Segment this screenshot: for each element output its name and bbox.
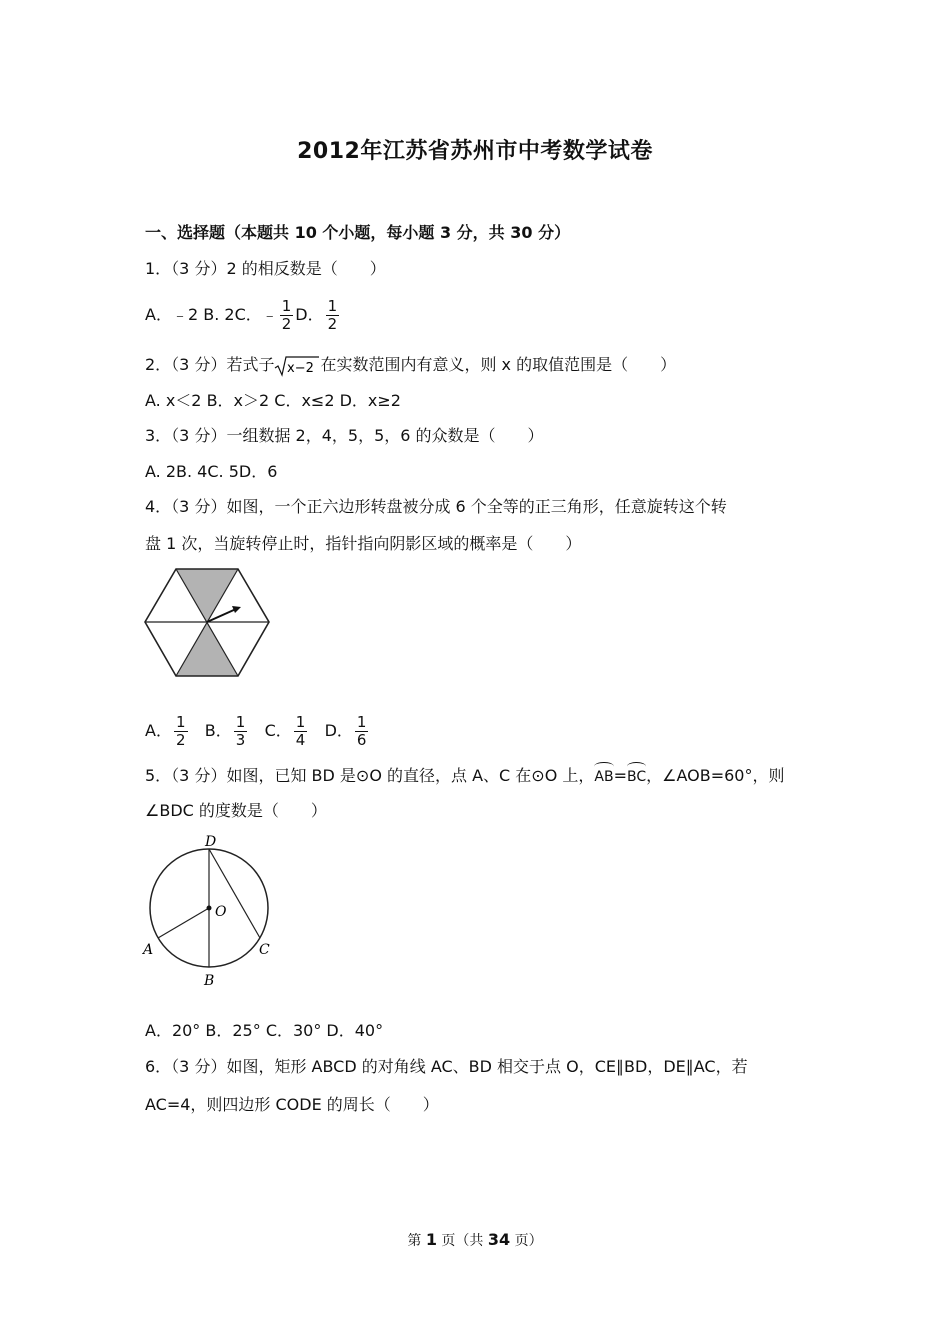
question-2-options: A. x＜2 B．x＞2 C．x≤2 D．x≥2 — [145, 391, 401, 410]
shaded-triangle-bottom — [176, 622, 238, 676]
fraction — [234, 714, 248, 749]
fraction — [174, 714, 188, 749]
fraction-numerator: 1 — [235, 713, 246, 731]
question-1-stem: 1．（3 分）2 的相反数是（ ） — [145, 259, 386, 278]
fraction-numerator: 1 — [175, 713, 186, 731]
fraction — [294, 714, 308, 749]
option-a: A． — [145, 721, 172, 740]
option-c: C． — [264, 721, 292, 740]
option-a: A．﹣2 — [145, 305, 199, 324]
fraction-denominator: 6 — [356, 731, 367, 749]
page-number: 1 — [425, 1230, 437, 1249]
equals-sign: = — [613, 766, 627, 785]
question-5-stem-line2: ∠BDC 的度数是（ ） — [145, 801, 327, 820]
label-o: O — [215, 904, 227, 920]
fraction-numerator: 1 — [327, 297, 338, 315]
question-4-stem-line2: 盘 1 次，当旋转停止时，指针指向阴影区域的概率是（ ） — [145, 534, 582, 553]
question-1-options — [145, 298, 341, 333]
arc-ab: AB — [594, 762, 613, 788]
question-5-stem-line1 — [145, 762, 784, 788]
question-4-options — [145, 714, 370, 749]
fraction — [326, 298, 340, 333]
center-point — [207, 906, 212, 911]
question-3-options: A. 2B. 4C. 5D．6 — [145, 462, 278, 481]
fraction-numerator: 1 — [356, 713, 367, 731]
page-title: 2012年江苏省苏州市中考数学试卷 — [297, 139, 653, 164]
fraction-denominator: 2 — [175, 731, 186, 749]
stem-text: 在实数范围内有意义，则 x 的取值范围是（ ） — [320, 355, 677, 374]
radius-oa — [158, 908, 209, 938]
fraction — [280, 298, 294, 333]
fraction-denominator: 3 — [235, 731, 246, 749]
hexagon-spinner-figure — [140, 564, 274, 682]
label-a: A — [143, 942, 154, 958]
question-3-stem: 3．（3 分）一组数据 2，4，5，5，6 的众数是（ ） — [145, 426, 544, 445]
option-d: D． — [324, 721, 353, 740]
footer-text: 页） — [510, 1233, 543, 1249]
shaded-triangle-top — [176, 569, 238, 622]
question-5-options: A．20° B．25° C．30° D．40° — [145, 1021, 384, 1040]
footer-text: 页（共 — [436, 1233, 488, 1249]
question-6-stem-line1: 6．（3 分）如图，矩形 ABCD 的对角线 AC、BD 相交于点 O，CE∥BD，DE∥AC，若 — [145, 1057, 748, 1076]
stem-text: ，∠AOB=60°，则 — [646, 766, 785, 785]
fraction-numerator: 1 — [281, 297, 292, 315]
footer-text: 第 — [407, 1233, 426, 1249]
stem-text: 2．（3 分）若式子 — [145, 355, 275, 374]
label-d: D — [205, 834, 217, 850]
section-heading: 一、选择题（本题共 10 个小题，每小题 3 分，共 30 分） — [145, 223, 571, 242]
fraction — [355, 714, 369, 749]
stem-text: 5．（3 分）如图，已知 BD 是⊙O 的直径，点 A、C 在⊙O 上， — [145, 766, 595, 785]
label-b: B — [204, 973, 215, 989]
question-4-stem-line1: 4．（3 分）如图，一个正六边形转盘被分成 6 个全等的正三角形，任意旋转这个转 — [145, 497, 727, 516]
radicand: x−2 — [287, 360, 315, 376]
option-b: B. 2 — [203, 305, 235, 324]
arc-bc: BC — [627, 762, 646, 788]
square-root — [274, 354, 320, 377]
fraction-denominator: 2 — [281, 315, 292, 333]
question-2-stem — [145, 354, 676, 377]
fraction-denominator: 4 — [295, 731, 306, 749]
page-total: 34 — [487, 1230, 511, 1249]
label-c: C — [259, 942, 270, 958]
fraction-numerator: 1 — [295, 713, 306, 731]
option-d: D． — [295, 305, 324, 324]
fraction-denominator: 2 — [327, 315, 338, 333]
page-footer — [0, 1230, 950, 1250]
question-6-stem-line2: AC=4，则四边形 CODE 的周长（ ） — [145, 1095, 439, 1114]
chord-dc — [209, 849, 260, 938]
option-c: C．﹣ — [234, 305, 278, 324]
option-b: B． — [204, 721, 232, 740]
circle-figure — [138, 830, 278, 990]
